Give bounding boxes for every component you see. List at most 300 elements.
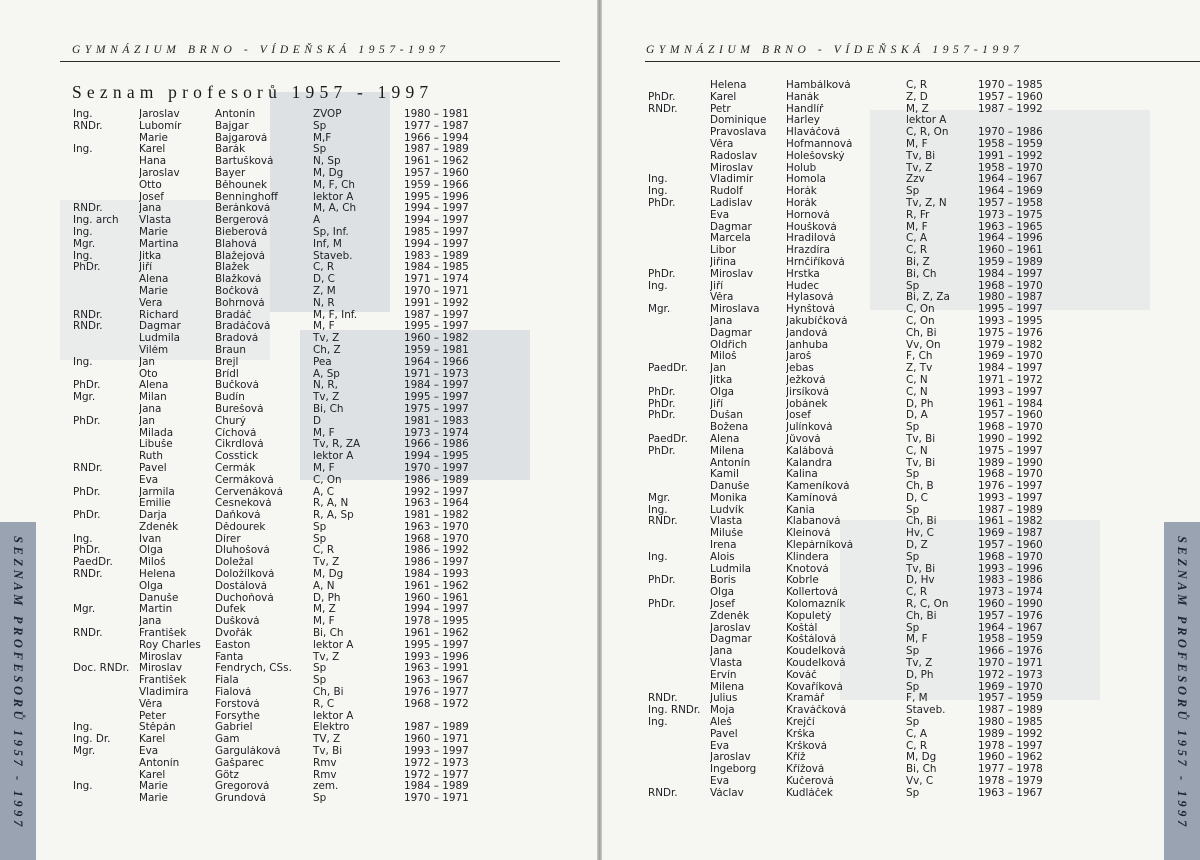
professor-row (648, 446, 1070, 458)
first-name-cell: Olga (710, 386, 735, 398)
first-name-cell: Olga (710, 587, 735, 599)
years-cell: 1966 – 1986 (404, 439, 469, 451)
title-cell: PaedDr. (648, 363, 688, 375)
subjects-cell: Pea (313, 356, 332, 368)
surname-cell: Bučková (215, 380, 259, 392)
subjects-cell: N, R, (313, 380, 338, 392)
title-cell (73, 522, 139, 534)
subjects-cell: Tv, Z (906, 658, 933, 670)
first-name-cell: Jaroslav (139, 167, 180, 179)
surname-cell: Dušková (215, 616, 260, 628)
surname-cell: Kleinová (786, 528, 831, 540)
title-cell (73, 652, 139, 664)
title-cell (73, 770, 139, 782)
title-cell (73, 640, 139, 652)
professor-row (648, 292, 1070, 304)
years-cell: 1991 – 1992 (404, 297, 469, 309)
years-cell: 1978 – 1995 (404, 616, 469, 628)
years-cell (978, 115, 1070, 127)
years-cell: 1978 – 1979 (978, 776, 1043, 788)
subjects-cell: Hv, Č (906, 528, 934, 540)
first-name-cell: Miroslava (710, 304, 760, 316)
years-cell: 1960 – 1961 (404, 592, 469, 604)
subjects-cell: M,F (313, 132, 332, 144)
years-cell: 1976 – 1977 (404, 687, 469, 699)
first-name-cell: Petr (710, 103, 731, 115)
surname-cell: Hrstka (786, 268, 820, 280)
subjects-cell: Zzv (906, 174, 925, 186)
first-name-cell: Helena (139, 569, 176, 581)
first-name-cell: Irena (710, 540, 737, 552)
title-cell (73, 286, 139, 298)
professor-row (648, 340, 1070, 352)
first-name-cell: Libor (710, 245, 736, 257)
first-name-cell: Miluše (710, 528, 744, 540)
years-cell: 1971 – 1973 (404, 368, 469, 380)
title-cell: Ing. (73, 533, 93, 545)
first-name-cell: Lubomír (139, 120, 182, 132)
professor-row (648, 670, 1070, 682)
first-name-cell: Pavel (710, 728, 738, 740)
side-tab (1164, 522, 1200, 860)
title-cell (648, 80, 710, 92)
years-cell: 1987 – 1989 (404, 144, 469, 156)
title-cell (648, 340, 710, 352)
subjects-cell: F, M (906, 693, 928, 705)
title-cell: Doc. RNDr. (73, 663, 130, 675)
header-rule (645, 61, 1200, 62)
subjects-cell: R, Č, On (906, 599, 949, 611)
professor-row (648, 481, 1070, 493)
first-name-cell: Jarmila (139, 486, 175, 498)
surname-cell: Handlíř (786, 103, 824, 115)
subjects-cell: Sp (906, 504, 920, 516)
first-name-cell: Jitka (710, 374, 733, 386)
surname-cell: Antonín (215, 109, 256, 120)
subjects-cell: Tv, Z (313, 333, 340, 345)
professor-row (648, 269, 1070, 281)
title-cell: Ing. (648, 551, 668, 563)
years-cell: 1972 – 1973 (404, 757, 469, 769)
surname-cell: Kamínová (786, 492, 838, 504)
first-name-cell: Alena (139, 274, 169, 286)
professor-row (73, 428, 494, 440)
professor-row (648, 257, 1070, 269)
surname-cell: Holub (786, 162, 817, 174)
surname-cell: Kalábová (786, 445, 834, 457)
first-name-cell: Jiří (710, 398, 724, 410)
years-cell (404, 711, 494, 723)
subjects-cell: lektor A (313, 710, 354, 722)
surname-cell: Doležal (215, 557, 254, 569)
subjects-cell: M, F (906, 221, 928, 233)
title-cell (73, 793, 139, 805)
first-name-cell: Dagmar (139, 321, 181, 333)
first-name-cell: Karel (139, 769, 166, 781)
years-cell: 1993 – 1996 (978, 563, 1043, 575)
surname-cell: Bajgar (215, 120, 249, 132)
first-name-cell: Jan (139, 415, 156, 427)
surname-cell: Běhounek (215, 179, 268, 191)
first-name-cell: Kamil (710, 469, 739, 481)
subjects-cell: D, Ph (906, 398, 934, 410)
years-cell: 1986 – 1997 (404, 557, 469, 569)
years-cell: 1960 – 1990 (978, 599, 1043, 611)
subjects-cell: Č, R (906, 740, 928, 752)
years-cell: 1987 – 1989 (978, 705, 1043, 717)
years-cell: 1995 – 1997 (978, 304, 1043, 316)
subjects-cell: Č, On (906, 315, 935, 327)
surname-cell: Bradáč (215, 309, 252, 321)
subjects-cell: Č, R (906, 80, 928, 91)
professor-row (73, 310, 494, 322)
first-name-cell: Pavel (139, 462, 167, 474)
title-cell (648, 233, 710, 245)
surname-cell: Gabriel (215, 722, 253, 734)
subjects-cell: Sp (906, 646, 920, 658)
professor-row (73, 463, 494, 475)
years-cell: 1993 – 1995 (978, 315, 1043, 327)
subjects-cell: Staveb. (313, 250, 353, 262)
title-cell: PaedDr. (648, 433, 688, 445)
title-cell: PhDr. (648, 599, 676, 611)
professor-row (648, 387, 1070, 399)
professor-row (73, 557, 494, 569)
years-cell: 1976 – 1997 (978, 481, 1043, 493)
years-cell: 1957 – 1960 (978, 91, 1043, 103)
title-cell: RNDr. (73, 321, 103, 333)
years-cell: 1957 – 1958 (978, 197, 1043, 209)
first-name-cell: Marie (139, 793, 168, 805)
subjects-cell: A, Šp (313, 368, 340, 380)
title-cell (73, 581, 139, 593)
header-rule (60, 61, 560, 62)
professor-row (648, 693, 1070, 705)
subjects-cell: D, Hv (906, 575, 935, 587)
first-name-cell: Ervín (710, 669, 737, 681)
first-name-cell: Jana (139, 403, 162, 415)
professor-row (73, 380, 494, 392)
years-cell: 1978 – 1997 (978, 740, 1043, 752)
title-cell: PhDr. (73, 262, 101, 274)
years-cell: 1990 – 1992 (978, 433, 1043, 445)
professor-row (648, 540, 1070, 552)
subjects-cell: M, Dg (906, 752, 937, 764)
first-name-cell: Jaroslav (710, 752, 751, 764)
first-name-cell: Eva (710, 740, 730, 752)
years-cell: 1964 – 1967 (978, 622, 1043, 634)
first-name-cell: Jaroslav (139, 109, 180, 120)
years-cell: 1960 – 1962 (978, 752, 1043, 764)
subjects-cell: Sp (906, 622, 920, 634)
subjects-cell: lektor A (313, 191, 354, 203)
first-name-cell: Miloš (710, 351, 737, 363)
surname-cell: Churý (215, 415, 246, 427)
years-cell: 1968 – 1970 (978, 422, 1043, 434)
subjects-cell: M, F (313, 321, 335, 333)
subjects-cell: M, F, Ch (313, 179, 355, 191)
professor-row (648, 717, 1070, 729)
first-name-cell: Josef (139, 191, 164, 203)
title-cell (648, 351, 710, 363)
title-cell: Ing. arch (73, 215, 119, 227)
surname-cell: Kollertová (786, 587, 839, 599)
professor-row (648, 245, 1070, 257)
professor-row (73, 604, 494, 616)
title-cell (648, 682, 710, 694)
surname-cell: Čermák (215, 462, 256, 474)
professor-row (73, 534, 494, 546)
surname-cell: Barák (215, 144, 246, 156)
professor-row (73, 640, 494, 652)
surname-cell: Janhuba (786, 339, 829, 351)
years-cell: 1983 – 1986 (978, 575, 1043, 587)
subjects-cell: Č, R (313, 545, 335, 557)
surname-cell: Kania (786, 504, 815, 516)
first-name-cell: Jana (139, 616, 162, 628)
surname-cell: Fendrych, CSs. (215, 663, 292, 675)
professor-row (73, 357, 494, 369)
surname-cell: Dírer (215, 533, 241, 545)
subjects-cell: Ch, Bi (906, 327, 937, 339)
first-name-cell: Radoslav (710, 150, 758, 162)
subjects-cell: M, Dg (313, 569, 344, 581)
surname-cell: Hudec (786, 280, 820, 292)
first-name-cell: Olga (139, 545, 164, 557)
first-name-cell: Vlasta (139, 215, 172, 227)
years-cell: 1958 – 1959 (978, 138, 1043, 150)
first-name-cell: Milena (710, 681, 745, 693)
professor-row (73, 663, 494, 675)
years-cell: 1984 – 1997 (404, 380, 469, 392)
professor-row (648, 493, 1070, 505)
surname-cell: Klabanová (786, 516, 841, 528)
years-cell: 1989 – 1990 (978, 457, 1043, 469)
professor-row (73, 121, 494, 133)
surname-cell: Jaroš (786, 351, 812, 363)
years-cell: 1958 – 1970 (978, 162, 1043, 174)
surname-cell: Dědourek (215, 521, 266, 533)
title-cell: PhDr. (73, 380, 101, 392)
years-cell: 1986 – 1989 (404, 474, 469, 486)
professor-row (648, 186, 1070, 198)
years-cell: 1977 – 1978 (978, 764, 1043, 776)
surname-cell: Koudelková (786, 646, 846, 658)
professor-row (73, 180, 494, 192)
years-cell: 1963 – 1991 (404, 663, 469, 675)
years-cell: 1968 – 1970 (978, 551, 1043, 563)
subjects-cell: Rmv (313, 769, 337, 781)
surname-cell: Jůvová (786, 433, 821, 445)
subjects-cell: Ch, Z (313, 344, 341, 356)
years-cell: 1994 – 1997 (404, 238, 469, 250)
first-name-cell: Jana (710, 646, 733, 658)
title-cell: Ing. (73, 109, 93, 120)
title-cell (648, 139, 710, 151)
surname-cell: Forsythe (215, 710, 260, 722)
side-tab (0, 522, 36, 860)
first-name-cell: Alois (710, 551, 735, 563)
professor-row (73, 569, 494, 581)
first-name-cell: Václav (710, 787, 744, 799)
first-name-cell: Zdeněk (139, 521, 179, 533)
surname-cell: Fiala (215, 675, 239, 687)
professor-row (73, 345, 494, 357)
subjects-cell: Sp (313, 521, 327, 533)
surname-cell: Jebas (786, 363, 814, 375)
professor-row (648, 127, 1070, 139)
subjects-cell: M, F, Inf. (313, 309, 358, 321)
surname-cell: Doložílková (215, 569, 275, 581)
title-cell (73, 711, 139, 723)
subjects-cell: Z, M (313, 285, 336, 297)
years-cell: 1987 – 1989 (404, 722, 469, 734)
surname-cell: Daňková (215, 510, 261, 522)
first-name-cell: František (139, 675, 187, 687)
title-cell (648, 375, 710, 387)
title-cell: Ing. (73, 250, 93, 262)
title-cell (73, 168, 139, 180)
title-cell (648, 528, 710, 540)
surname-cell: Gašparec (215, 757, 264, 769)
first-name-cell: Roy Charles (139, 639, 201, 651)
title-cell (648, 469, 710, 481)
title-cell (73, 475, 139, 487)
professor-row (648, 552, 1070, 564)
years-cell: 1994 – 1997 (404, 203, 469, 215)
first-name-cell: Danuše (139, 592, 179, 604)
surname-cell: Hanák (786, 91, 820, 103)
title-cell: RNDr. (648, 516, 678, 528)
years-cell: 1977 – 1987 (404, 120, 469, 132)
first-name-cell: Jitka (139, 250, 162, 262)
title-cell (73, 687, 139, 699)
surname-cell: Kameníková (786, 481, 850, 493)
professor-row (73, 487, 494, 499)
title-cell: PhDr. (73, 486, 101, 498)
first-name-cell: Miloš (139, 557, 166, 569)
professor-row (73, 144, 494, 156)
surname-cell: Beránková (215, 203, 271, 215)
surname-cell: Dostálová (215, 580, 267, 592)
professor-row (648, 328, 1070, 340)
subjects-cell: D, Ph (906, 669, 934, 681)
first-name-cell: Jiří (710, 280, 724, 292)
professor-row (73, 369, 494, 381)
professor-row (73, 416, 494, 428)
professor-row (648, 599, 1070, 611)
years-cell: 1968 – 1972 (404, 698, 469, 710)
years-cell: 1980 – 1981 (404, 109, 469, 120)
professor-row (73, 239, 494, 251)
surname-cell: Klindera (786, 551, 829, 563)
professor-row (648, 222, 1070, 234)
first-name-cell: Danuše (710, 481, 750, 493)
professor-row (648, 682, 1070, 694)
title-cell: Ing. (73, 781, 93, 793)
title-cell: Ing. (73, 356, 93, 368)
surname-cell: Benninghoff (215, 191, 278, 203)
first-name-cell: Martin (139, 604, 173, 616)
professor-row (648, 764, 1070, 776)
professor-row (73, 109, 494, 121)
professor-row (73, 274, 494, 286)
years-cell: 1987 – 1997 (404, 309, 469, 321)
title-cell (73, 298, 139, 310)
professor-row (648, 174, 1070, 186)
years-cell: 1980 – 1985 (978, 717, 1043, 729)
first-name-cell: Marie (139, 132, 168, 144)
first-name-cell: Karel (139, 144, 166, 156)
years-cell: 1970 – 1971 (404, 793, 469, 805)
first-name-cell: Ruth (139, 451, 163, 463)
title-cell: PhDr. (648, 410, 676, 422)
first-name-cell: Moja (710, 705, 735, 717)
title-cell (648, 328, 710, 340)
professor-row (73, 722, 494, 734)
professor-row (73, 510, 494, 522)
surname-cell: Hambálková (786, 80, 851, 91)
title-cell: PhDr. (73, 510, 101, 522)
years-cell: 1968 – 1970 (404, 533, 469, 545)
surname-cell: Houšková (786, 221, 837, 233)
professor-row (73, 593, 494, 605)
first-name-cell: Karel (710, 91, 737, 103)
years-cell: 1957 – 1960 (978, 410, 1043, 422)
years-cell: 1970 – 1997 (404, 462, 469, 474)
first-name-cell: Věra (710, 292, 734, 304)
subjects-cell: Č, A (906, 233, 927, 245)
surname-cell: Blažková (215, 274, 262, 286)
title-cell: RNDr. (73, 203, 103, 215)
surname-cell: Kalandra (786, 457, 833, 469)
title-cell (648, 115, 710, 127)
professor-row (73, 192, 494, 204)
professor-row (73, 652, 494, 664)
title-cell (648, 564, 710, 576)
professor-row (73, 616, 494, 628)
subjects-cell: Sp (313, 675, 327, 687)
professor-row (73, 286, 494, 298)
first-name-cell: Ladislav (710, 197, 753, 209)
years-cell: 1991 – 1992 (978, 150, 1043, 162)
years-cell: 1984 – 1997 (978, 363, 1043, 375)
subjects-cell: Tv, Z (313, 392, 340, 404)
title-cell: Ing. (648, 717, 668, 729)
subjects-cell: M, F (313, 616, 335, 628)
years-cell: 1971 – 1972 (978, 374, 1043, 386)
professor-row (648, 752, 1070, 764)
professor-row (73, 758, 494, 770)
professor-row (73, 203, 494, 215)
first-name-cell: Josef (710, 599, 735, 611)
years-cell: 1975 – 1997 (404, 403, 469, 415)
years-cell: 1960 – 1961 (978, 245, 1043, 257)
surname-cell: Kopuletý (786, 610, 832, 622)
subjects-cell: Bi, Ch (313, 403, 344, 415)
professor-row (648, 741, 1070, 753)
first-name-cell: Štěpán (139, 722, 176, 734)
title-cell (73, 699, 139, 711)
professor-row (648, 375, 1070, 387)
subjects-cell: R, Fr (906, 209, 930, 221)
title-cell (73, 274, 139, 286)
subjects-cell: lektor A (906, 115, 947, 127)
surname-cell: Hornová (786, 209, 830, 221)
surname-cell: Krška (786, 728, 815, 740)
surname-cell: Bayer (215, 167, 246, 179)
professor-row (73, 404, 494, 416)
